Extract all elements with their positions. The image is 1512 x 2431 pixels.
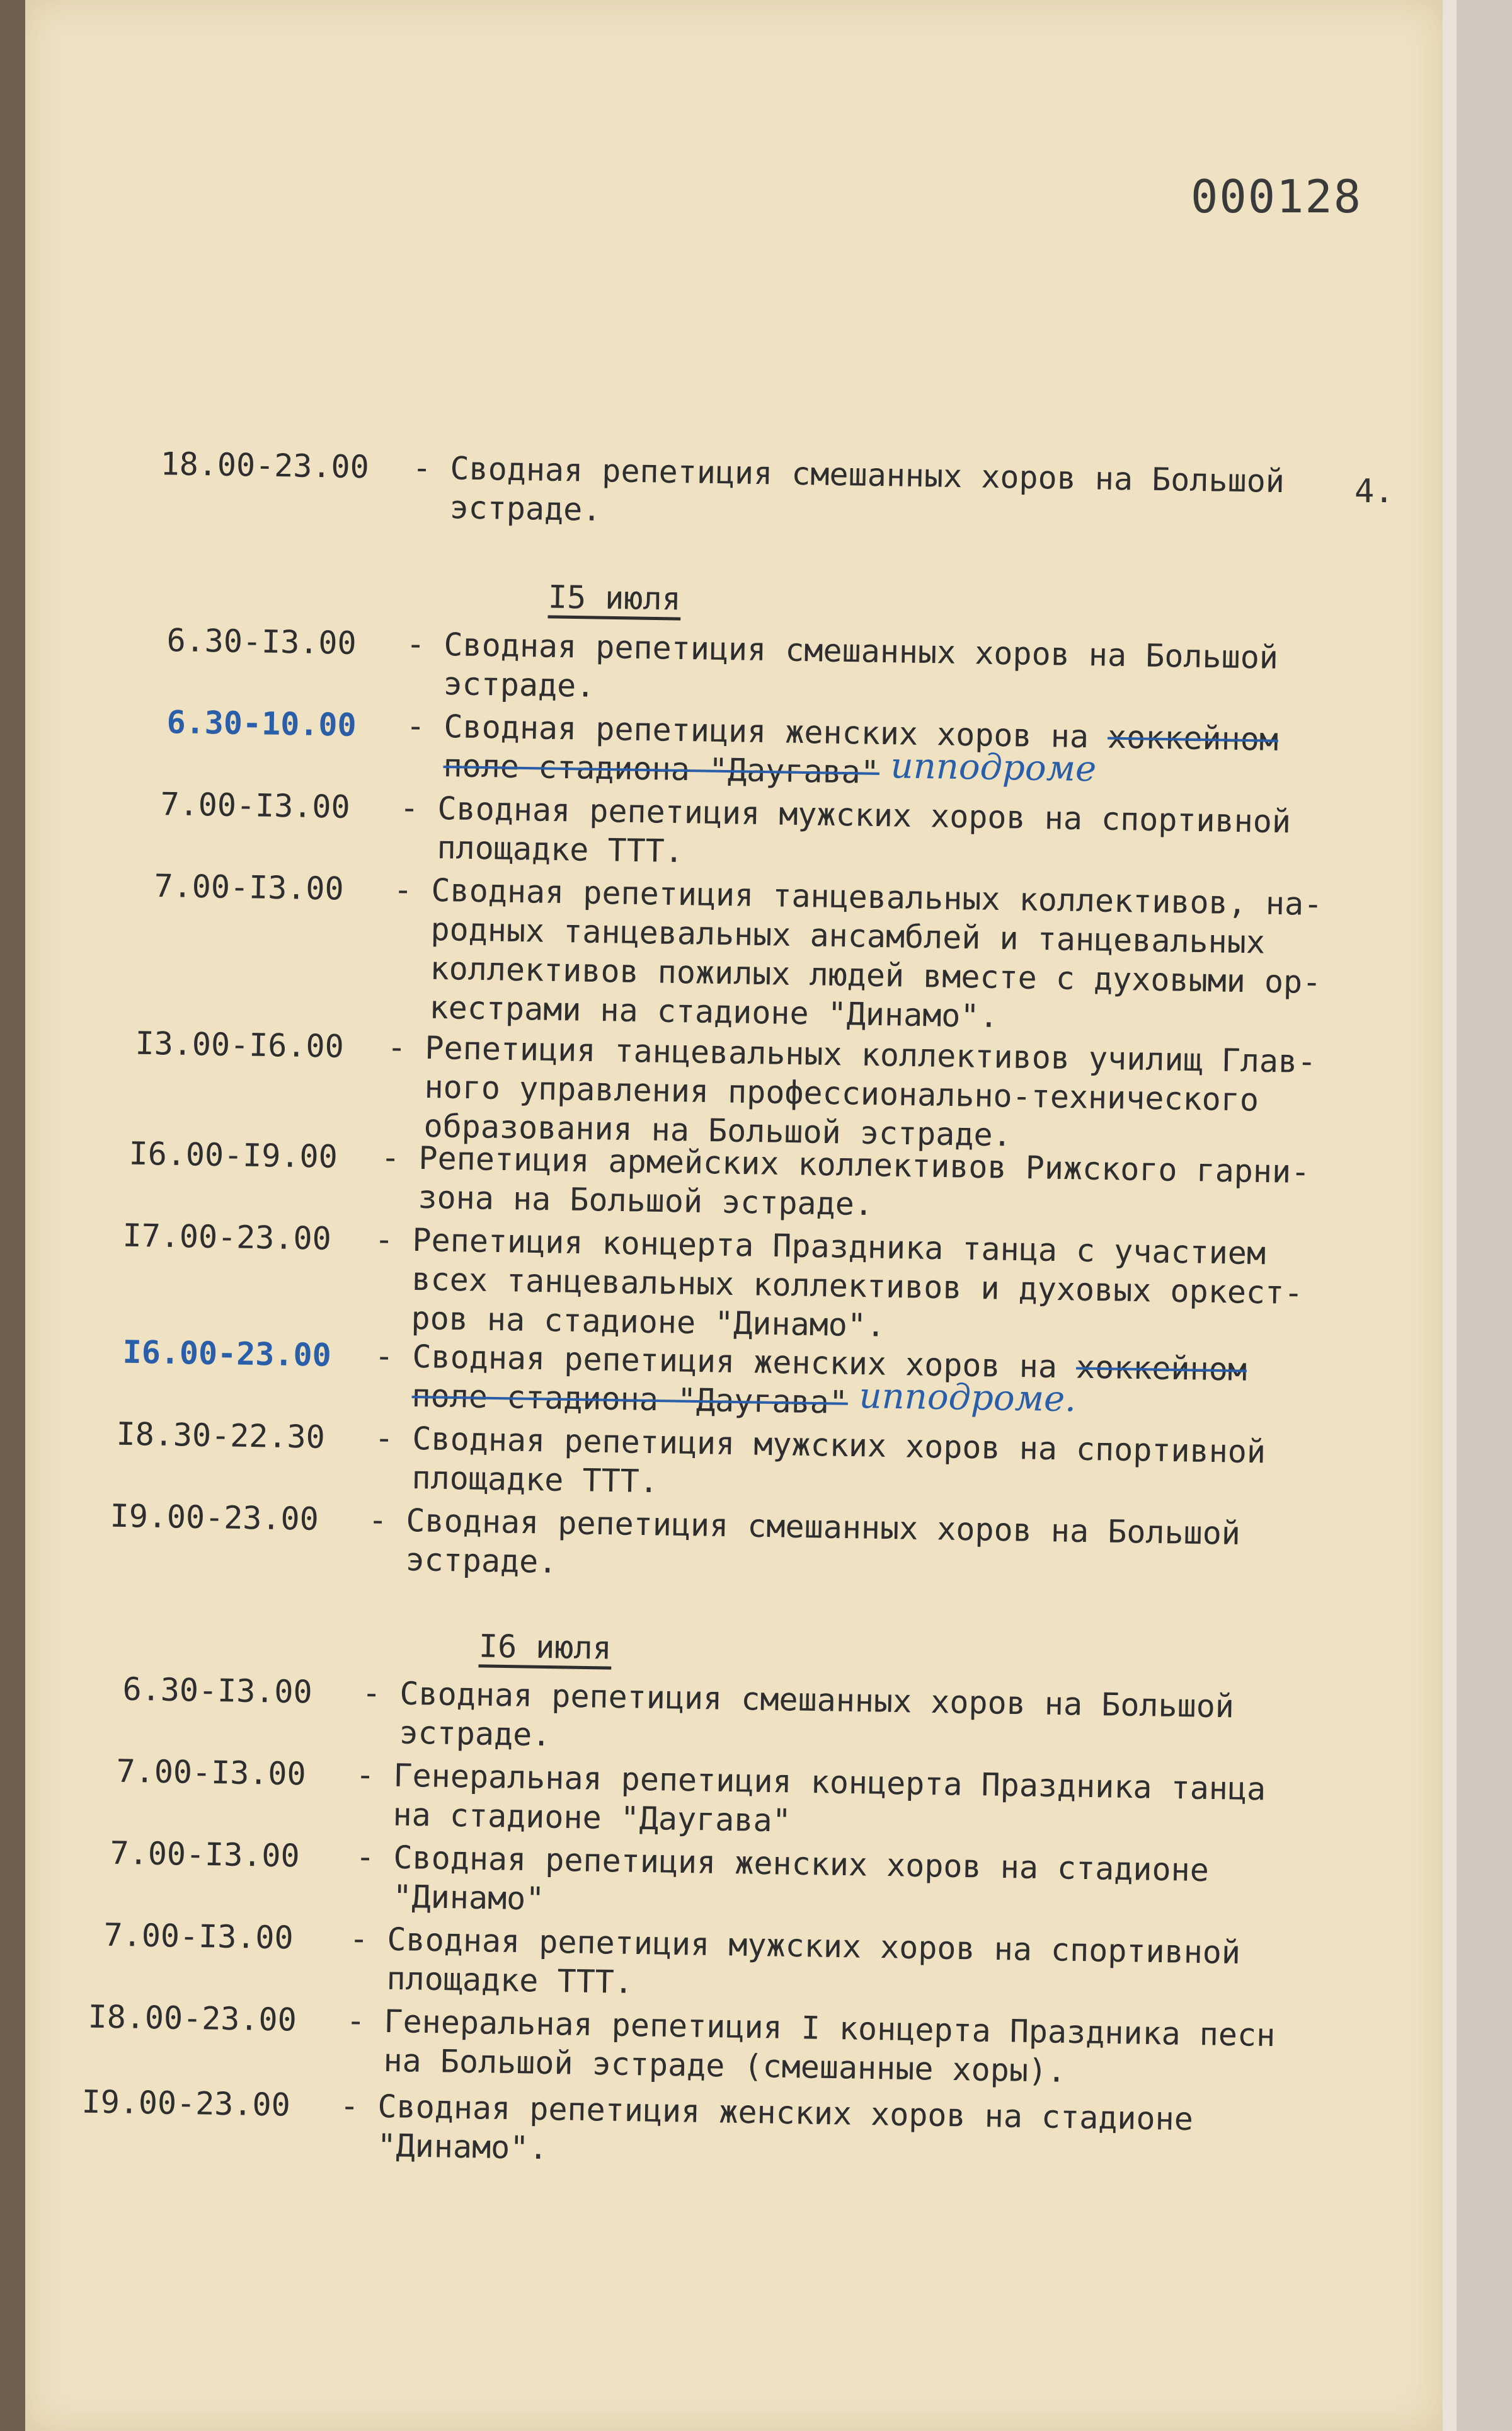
entry-time: I7.00-23.00 xyxy=(122,1217,332,1257)
entry-dash: - xyxy=(393,871,413,909)
entry-time: I8.00-23.00 xyxy=(88,1998,297,2038)
struck-text: хоккейном xyxy=(1075,1348,1247,1388)
entry-dash: - xyxy=(355,1838,375,1876)
entry-dash: - xyxy=(406,708,426,745)
entry-text: Сводная репетиция мужских хоров на спортивной площадке ТТТ. xyxy=(411,1420,1266,1500)
entry-dash: - xyxy=(368,1502,388,1539)
entry-text: Сводная репетиция смешанных хоров на Большой эстраде. xyxy=(449,450,1285,529)
entry-time: 7.00-I3.00 xyxy=(103,1916,294,1957)
entry-dash: - xyxy=(406,626,426,663)
entry-dash: - xyxy=(399,790,420,827)
entry-text: Репетиция армейских коллективов Рижского гарни- зона на Большой эстраде. xyxy=(418,1139,1310,1223)
entry-dash: - xyxy=(346,2002,366,2040)
entry-time: 7.00-I3.00 xyxy=(110,1834,301,1875)
struck-text: хоккейном xyxy=(1107,718,1279,758)
date-heading: I6 июля xyxy=(478,1628,612,1667)
entry-dash: - xyxy=(412,449,432,486)
document-page xyxy=(25,0,1443,2431)
entry-time: 6.30-I3.00 xyxy=(122,1670,313,1711)
schedule-entry xyxy=(160,444,1358,529)
entry-time: 18.00-23.00 xyxy=(160,445,370,486)
entry-text: Сводная репетиция женских хоров на хоккейном xyxy=(444,708,1279,758)
entry-text: Сводная репетиция женских хоров на хоккейном xyxy=(412,1338,1247,1388)
struck-text: поле стадиона "Даугава" xyxy=(411,1377,849,1421)
entry-text: Сводная репетиция женских хоров на стадионе "Динамо" xyxy=(392,1839,1210,1917)
schedule-entry xyxy=(122,1670,1351,1754)
entry-text: Сводная репетиция мужских хоров на спортивной площадке ТТТ. xyxy=(386,1921,1241,2001)
entry-dash: - xyxy=(349,1920,369,1958)
entry-text: Сводная репетиция смешанных хоров на Большой эстраде. xyxy=(405,1502,1241,1580)
entry-dash: - xyxy=(374,1420,394,1457)
entry-text: Сводная репетиция женских хоров на стадионе "Динамо". xyxy=(377,2088,1194,2167)
entry-dash: - xyxy=(362,1674,382,1712)
binding-edge xyxy=(0,0,25,2431)
entry-time: I9.00-23.00 xyxy=(110,1497,319,1537)
handwritten-time: I6.00-23.00 xyxy=(122,1333,332,1374)
entry-dash: - xyxy=(381,1139,401,1176)
entry-dash: - xyxy=(340,2087,360,2125)
folio-number: 000128 xyxy=(1191,170,1363,223)
page-number: 4. xyxy=(1354,473,1394,510)
entry-time: 6.30-I3.00 xyxy=(166,622,357,662)
entry-dash: - xyxy=(387,1028,407,1066)
handwritten-note: ипподроме. xyxy=(859,1376,1077,1420)
struck-text: поле стадиона "Даугава" xyxy=(443,747,880,791)
handwritten-time: 6.30-10.00 xyxy=(166,704,357,744)
schedule-entry xyxy=(166,621,1364,704)
entry-text: Сводная репетиция танцевальных коллективов, на- родных танцевальных ансамблей и танцевальных коллективов пожилых людей вместе с духовыми ор- кестрами на стадионе "Динамо". xyxy=(429,871,1323,1035)
entry-time: 7.00-I3.00 xyxy=(160,786,351,825)
entry-dash: - xyxy=(355,1756,375,1794)
entry-time: I6.00-I9.00 xyxy=(129,1135,338,1175)
entry-text: Сводная репетиция смешанных хоров на Большой эстраде. xyxy=(399,1675,1235,1754)
entry-text: Генеральная репетиция концерта Праздника танца на стадионе "Даугава" xyxy=(392,1757,1266,1839)
entry-time: I3.00-I6.00 xyxy=(135,1025,345,1065)
page-stack-edge xyxy=(1443,0,1457,2431)
entry-time: I9.00-23.00 xyxy=(81,2083,291,2124)
entry-time: I8.30-22.30 xyxy=(116,1415,326,1456)
entry-text: Репетиция концерта Праздника танца с участием всех танцевальных коллективов и духовых оркест- ров на стадионе "Динамо". xyxy=(411,1221,1303,1344)
entry-dash: - xyxy=(374,1221,394,1258)
entry-time: 7.00-I3.00 xyxy=(154,867,345,907)
entry-text: Генеральная репетиция I концерта Праздника песн на Большой эстраде (смешанные хоры). xyxy=(383,2003,1276,2089)
entry-text: Сводная репетиция смешанных хоров на Большой эстраде. xyxy=(443,626,1279,704)
entry-dash: - xyxy=(374,1337,394,1375)
date-heading: I5 июля xyxy=(547,578,682,618)
entry-text: Сводная репетиция мужских хоров на спортивной площадке ТТТ. xyxy=(437,790,1292,870)
entry-time: 7.00-I3.00 xyxy=(116,1752,307,1793)
entry-text: Репетиция танцевальных коллективов училищ Глав- ного управления профессионально-технического образования на Большой эстраде. xyxy=(423,1029,1317,1154)
handwritten-note: ипподроме xyxy=(890,745,1097,790)
